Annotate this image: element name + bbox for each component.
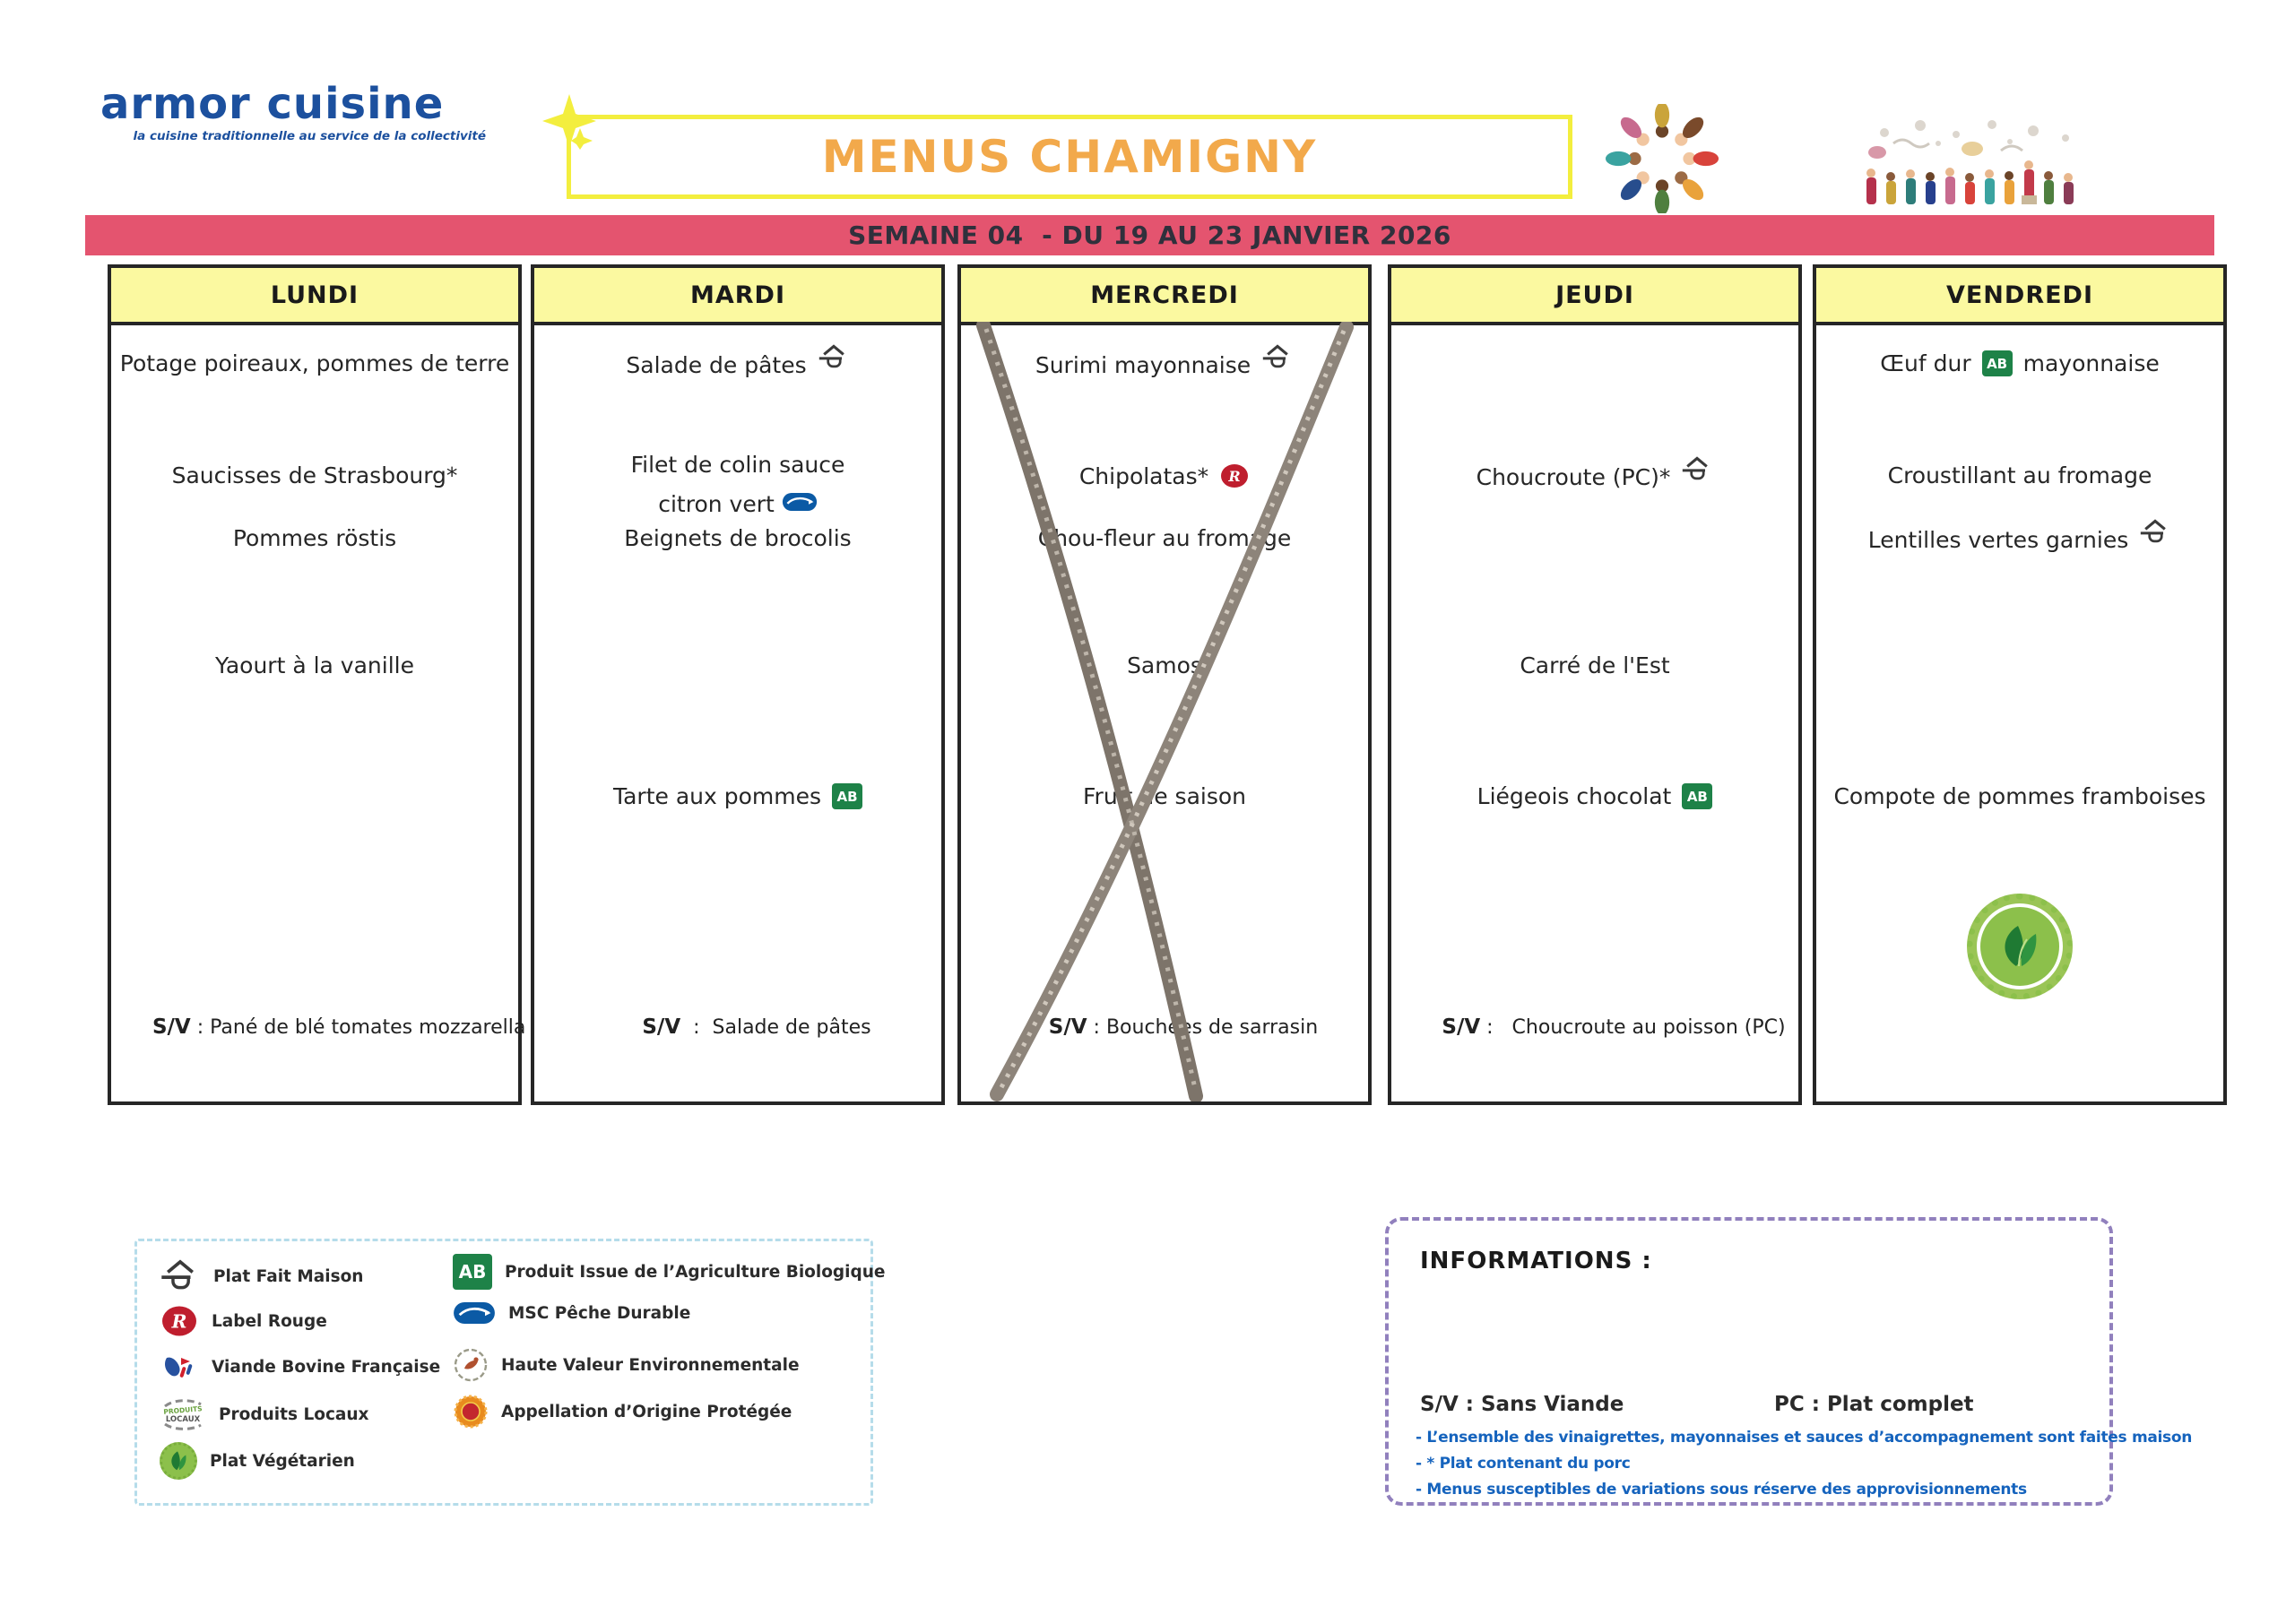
- msc-peche-durable-icon: [782, 492, 818, 512]
- plat-vegetarien-leaves: [1977, 903, 2063, 989]
- menu-item-sans-viande: S/V : Salade de pâtes: [642, 1015, 871, 1039]
- menu-item-plat: Choucroute (PC)*: [1395, 462, 1795, 491]
- plat-vegetarien-icon: [1967, 894, 2073, 999]
- day-header-vendredi: [1816, 268, 2223, 325]
- menu-item-plat: Filet de colin sauce citron vert: [630, 452, 845, 517]
- fait-maison-icon: [818, 343, 850, 372]
- viande-bovine-francaise-icon: [160, 1351, 199, 1383]
- agriculture-biologique-icon: AB: [1982, 350, 2013, 376]
- legend-item-agriculture-biologique: AB Produit Issue de l’Agriculture Biologique: [453, 1254, 885, 1290]
- page-title: MENUS CHAMIGNY: [821, 131, 1318, 183]
- informations-title: INFORMATIONS :: [1420, 1248, 1652, 1274]
- informations-box: [1385, 1217, 2193, 1506]
- label-rouge-icon: [160, 1304, 199, 1338]
- menu-item-fromage: Carré de l'Est: [1520, 652, 1670, 678]
- menu-column-lundi: [108, 264, 526, 1105]
- agriculture-biologique-icon: AB: [453, 1254, 492, 1290]
- week-banner: SEMAINE 04 - DU 19 AU 23 JANVIER 2026: [85, 215, 2214, 255]
- svg-text:R: R: [1228, 468, 1241, 485]
- menu-item-accompagnement: Pommes röstis: [232, 525, 397, 551]
- menu-item-dessert: Fruit de saison: [1082, 783, 1247, 809]
- menu-item-entree: Salade de pâtes: [538, 350, 938, 379]
- menu-column-vendredi: [1813, 264, 2227, 1105]
- svg-text:R: R: [171, 1310, 187, 1333]
- menu-column-mardi: [531, 264, 945, 1105]
- agriculture-biologique-icon: AB: [832, 783, 862, 809]
- info-note-porc: - * Plat contenant du porc: [1416, 1455, 1631, 1473]
- svg-text:LOCAUX: LOCAUX: [165, 1415, 201, 1424]
- legend-box: [134, 1239, 886, 1506]
- sparkle-icon: [541, 92, 598, 153]
- menu-item-accompagnement: Beignets de brocolis: [624, 525, 852, 551]
- menu-item-accompagnement: Chou-fleur au fromage: [1037, 525, 1292, 551]
- fait-maison-icon: [2139, 518, 2171, 547]
- menu-item-plat: Saucisses de Strasbourg*: [171, 462, 458, 488]
- legend-item-label-rouge: R Label Rouge: [160, 1304, 327, 1338]
- menu-item-sans-viande: S/V : Bouchées de sarrasin: [1048, 1015, 1319, 1039]
- day-header-jeudi: [1391, 268, 1798, 325]
- day-label: VENDREDI: [1945, 281, 2094, 309]
- day-header-lundi: [111, 268, 518, 325]
- fait-maison-icon: [1681, 455, 1713, 484]
- legend-item-hve: Haute Valeur Environnementale: [453, 1347, 800, 1383]
- day-header-mardi: [534, 268, 941, 325]
- kids-circle-illustration: [1603, 104, 1721, 217]
- menu-item-plat: Chipolatas* R: [965, 462, 1364, 489]
- menu-item-entree: Potage poireaux, pommes de terre: [119, 350, 510, 376]
- svg-text:PRODUITS: PRODUITS: [163, 1404, 203, 1416]
- sans-viande-definition: S/V : Sans Viande: [1420, 1393, 1624, 1416]
- menu-item-sans-viande: S/V : Pané de blé tomates mozzarella: [152, 1015, 526, 1039]
- brand-logo: [100, 79, 486, 143]
- legend-item-viande-bovine: Viande Bovine Française: [160, 1351, 440, 1383]
- info-note-sauces: - L’ensemble des vinaigrettes, mayonnaises et sauces d’accompagnement sont faites maison: [1416, 1429, 2193, 1447]
- msc-peche-durable-icon: [453, 1300, 496, 1326]
- haute-valeur-environnementale-icon: [453, 1347, 489, 1383]
- fait-maison-icon: [160, 1257, 201, 1295]
- menu-item-fromage: Samos: [1127, 652, 1202, 678]
- legend-item-plat-vegetarien: Plat Végétarien: [160, 1442, 355, 1480]
- menu-column-jeudi: [1388, 264, 1802, 1105]
- label-rouge-icon: [1219, 462, 1250, 489]
- menu-item-dessert: Yaourt à la vanille: [215, 652, 414, 678]
- menu-item-sans-viande: S/V : Choucroute au poisson (PC): [1442, 1015, 1786, 1039]
- menu-column-mercredi: [957, 264, 1372, 1105]
- menu-item-entree: Surimi mayonnaise: [965, 350, 1364, 379]
- day-label: MERCREDI: [1090, 281, 1239, 309]
- menu-item-dessert: Liégeois chocolat AB: [1395, 783, 1795, 809]
- produits-locaux-icon: [160, 1397, 206, 1431]
- brand-tagline: la cuisine traditionnelle au service de la collectivité: [133, 129, 486, 143]
- menu-item-dessert: Compote de pommes framboises: [1833, 783, 2206, 809]
- agriculture-biologique-icon: AB: [1682, 783, 1712, 809]
- plat-vegetarien-icon: [160, 1442, 197, 1480]
- crossed-out-mark: [961, 322, 1368, 1101]
- brand-logo-text: armor cuisine: [100, 79, 445, 129]
- title-box: [567, 115, 1572, 199]
- legend-item-msc: MSC Pêche Durable: [453, 1300, 690, 1326]
- kids-painting-illustration: [1858, 117, 2080, 215]
- day-label: LUNDI: [270, 281, 359, 309]
- menu-item-plat: Croustillant au fromage: [1887, 462, 2152, 488]
- legend-item-aop: Appellation d’Origine Protégée: [453, 1394, 792, 1430]
- day-label: MARDI: [689, 281, 785, 309]
- legend-item-produits-locaux: PRODUITS LOCAUX Produits Locaux: [160, 1397, 369, 1431]
- legend-item-fait-maison: Plat Fait Maison: [160, 1257, 363, 1295]
- menu-item-entree: Œuf dur AB mayonnaise: [1880, 350, 2160, 376]
- info-note-variations: - Menus susceptibles de variations sous réserve des approvisionnements: [1416, 1481, 2027, 1499]
- menu-item-dessert: Tarte aux pommes AB: [538, 783, 938, 809]
- appellation-origine-protegee-icon: [453, 1394, 489, 1430]
- day-header-mercredi: [961, 268, 1368, 325]
- day-label: JEUDI: [1555, 281, 1634, 309]
- plat-complet-definition: PC : Plat complet: [1774, 1393, 1974, 1416]
- fait-maison-icon: [1261, 343, 1294, 372]
- menu-item-accompagnement: Lentilles vertes garnies: [1820, 525, 2220, 554]
